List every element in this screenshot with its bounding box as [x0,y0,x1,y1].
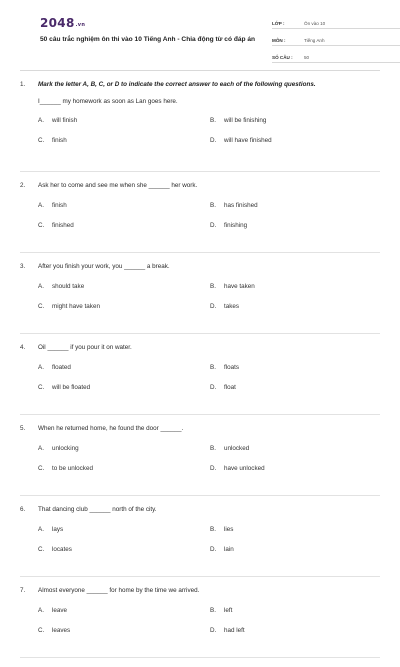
answer-option[interactable] [38,526,210,533]
answer-options [20,202,380,229]
site-logo[interactable] [40,16,85,30]
option-text: have unlocked [224,465,265,472]
question-stem [20,505,380,514]
answer-options [20,607,380,634]
question-number: 1. [20,81,26,88]
option-letter: B. [210,364,216,371]
answer-option[interactable] [38,303,210,310]
option-letter: C. [38,303,45,310]
option-text: might have taken [52,303,100,310]
option-letter: A. [38,445,44,452]
meta-value: Tiếng Anh [304,38,325,43]
question-text: After you finish your work, you ______ a break. [38,263,170,270]
question-stem [20,80,380,89]
question-item [20,262,380,334]
option-letter: D. [210,627,217,634]
meta-label: LỚP : [272,21,285,26]
logo-text: 2048 [40,16,75,30]
question-item [20,505,380,577]
option-letter: D. [210,546,217,553]
option-text: has finished [224,202,258,209]
answer-option[interactable] [210,364,380,371]
answer-option[interactable] [38,117,210,124]
option-text: unlocked [224,445,250,452]
question-number: 7. [20,587,26,594]
answer-options [20,526,380,553]
option-text: leave [52,607,68,614]
meta-row-count [272,49,400,63]
option-text: have taken [224,283,255,290]
option-text: will finish [52,117,78,124]
question-text: I______ my homework as soon as Lan goes here. [38,98,178,105]
answer-option[interactable] [210,283,380,290]
question-text: When he returned home, he found the door ______. [38,425,184,432]
meta-value: Ôn vào 10 [304,21,326,26]
option-letter: B. [210,607,216,614]
option-letter: A. [38,607,44,614]
option-letter: C. [38,222,45,229]
option-text: finishing [224,222,248,229]
answer-option[interactable] [38,627,210,634]
option-text: takes [224,303,240,310]
question-item [20,181,380,253]
answer-option[interactable] [38,384,210,391]
answer-option[interactable] [210,607,380,614]
answer-option[interactable] [38,283,210,290]
answer-option[interactable] [210,465,380,472]
answer-option[interactable] [210,303,380,310]
option-letter: B. [210,202,216,209]
option-text: locates [52,546,72,553]
answer-option[interactable] [38,546,210,553]
answer-option[interactable] [38,607,210,614]
question-instruction: Mark the letter A, B, C, or D to indicate the correct answer to each of the following questions. [38,81,316,88]
answer-option[interactable] [210,117,380,124]
option-text: floated [52,364,71,371]
question-stem [20,424,380,433]
option-letter: A. [38,202,44,209]
answer-option[interactable] [210,137,380,144]
option-text: float [224,384,236,391]
option-text: will have finished [224,137,272,144]
question-list [20,80,380,667]
option-text: will be finishing [224,117,267,124]
option-text: will be floated [52,384,91,391]
answer-option[interactable] [38,445,210,452]
option-letter: D. [210,222,217,229]
answer-options [20,445,380,472]
question-text: Oil ______ if you pour it on water. [38,344,132,351]
option-letter: C. [38,465,45,472]
answer-option[interactable] [210,384,380,391]
question-number: 2. [20,182,26,189]
option-text: lies [224,526,234,533]
question-stem [20,343,380,352]
question-item [20,424,380,496]
option-text: lays [52,526,64,533]
meta-value: 50 [304,55,310,60]
question-stem [20,262,380,271]
question-item [20,343,380,415]
answer-option[interactable] [210,526,380,533]
option-letter: B. [210,526,216,533]
question-number: 6. [20,506,26,513]
answer-options [20,364,380,391]
option-text: finished [52,222,74,229]
option-text: finish [52,137,67,144]
option-letter: C. [38,384,45,391]
answer-option[interactable] [38,465,210,472]
question-text: Ask her to come and see me when she ______ her work. [38,182,198,189]
answer-option[interactable] [38,137,210,144]
option-letter: D. [210,137,217,144]
option-text: unlocking [52,445,79,452]
option-text: should take [52,283,85,290]
meta-label: MÔN : [272,38,286,43]
answer-option[interactable] [210,627,380,634]
meta-label: SỐ CÂU : [272,55,293,60]
option-text: leaves [52,627,71,634]
option-letter: C. [38,137,45,144]
option-text: floats [224,364,240,371]
logo-domain: .vn [75,22,86,28]
option-text: left [224,607,233,614]
answer-option[interactable] [210,222,380,229]
option-text: finish [52,202,67,209]
question-number: 5. [20,425,26,432]
meta-row-subject [272,32,400,46]
question-number: 3. [20,263,26,270]
answer-option[interactable] [210,546,380,553]
option-letter: B. [210,117,216,124]
question-number: 4. [20,344,26,351]
option-text: to be unlocked [52,465,93,472]
question-text: That dancing club ______ north of the city. [38,506,157,513]
question-item [20,586,380,658]
meta-row-class [272,15,400,29]
option-letter: C. [38,546,45,553]
option-letter: D. [210,384,217,391]
option-letter: D. [210,465,217,472]
option-letter: A. [38,364,44,371]
answer-options [20,283,380,310]
option-letter: D. [210,303,217,310]
option-letter: B. [210,283,216,290]
question-text: Almost everyone ______ for home by the time we arrived. [38,587,200,594]
header-divider [20,70,380,71]
answer-option[interactable] [210,445,380,452]
question-item [20,80,380,172]
option-letter: A. [38,526,44,533]
question-stem [20,181,380,190]
option-letter: A. [38,283,44,290]
answer-option[interactable] [210,202,380,209]
question-stem [20,586,380,595]
answer-option[interactable] [38,364,210,371]
option-text: lain [224,546,234,553]
answer-options [20,117,380,144]
answer-option[interactable] [38,222,210,229]
option-letter: C. [38,627,45,634]
option-text: had left [224,627,245,634]
answer-option[interactable] [38,202,210,209]
document-header [20,0,380,62]
document-meta [272,15,400,66]
document-title: 50 câu trắc nghiệm ôn thi vào 10 Tiếng Anh - Chia động từ có đáp án [40,36,256,43]
option-letter: B. [210,445,216,452]
option-letter: A. [38,117,44,124]
